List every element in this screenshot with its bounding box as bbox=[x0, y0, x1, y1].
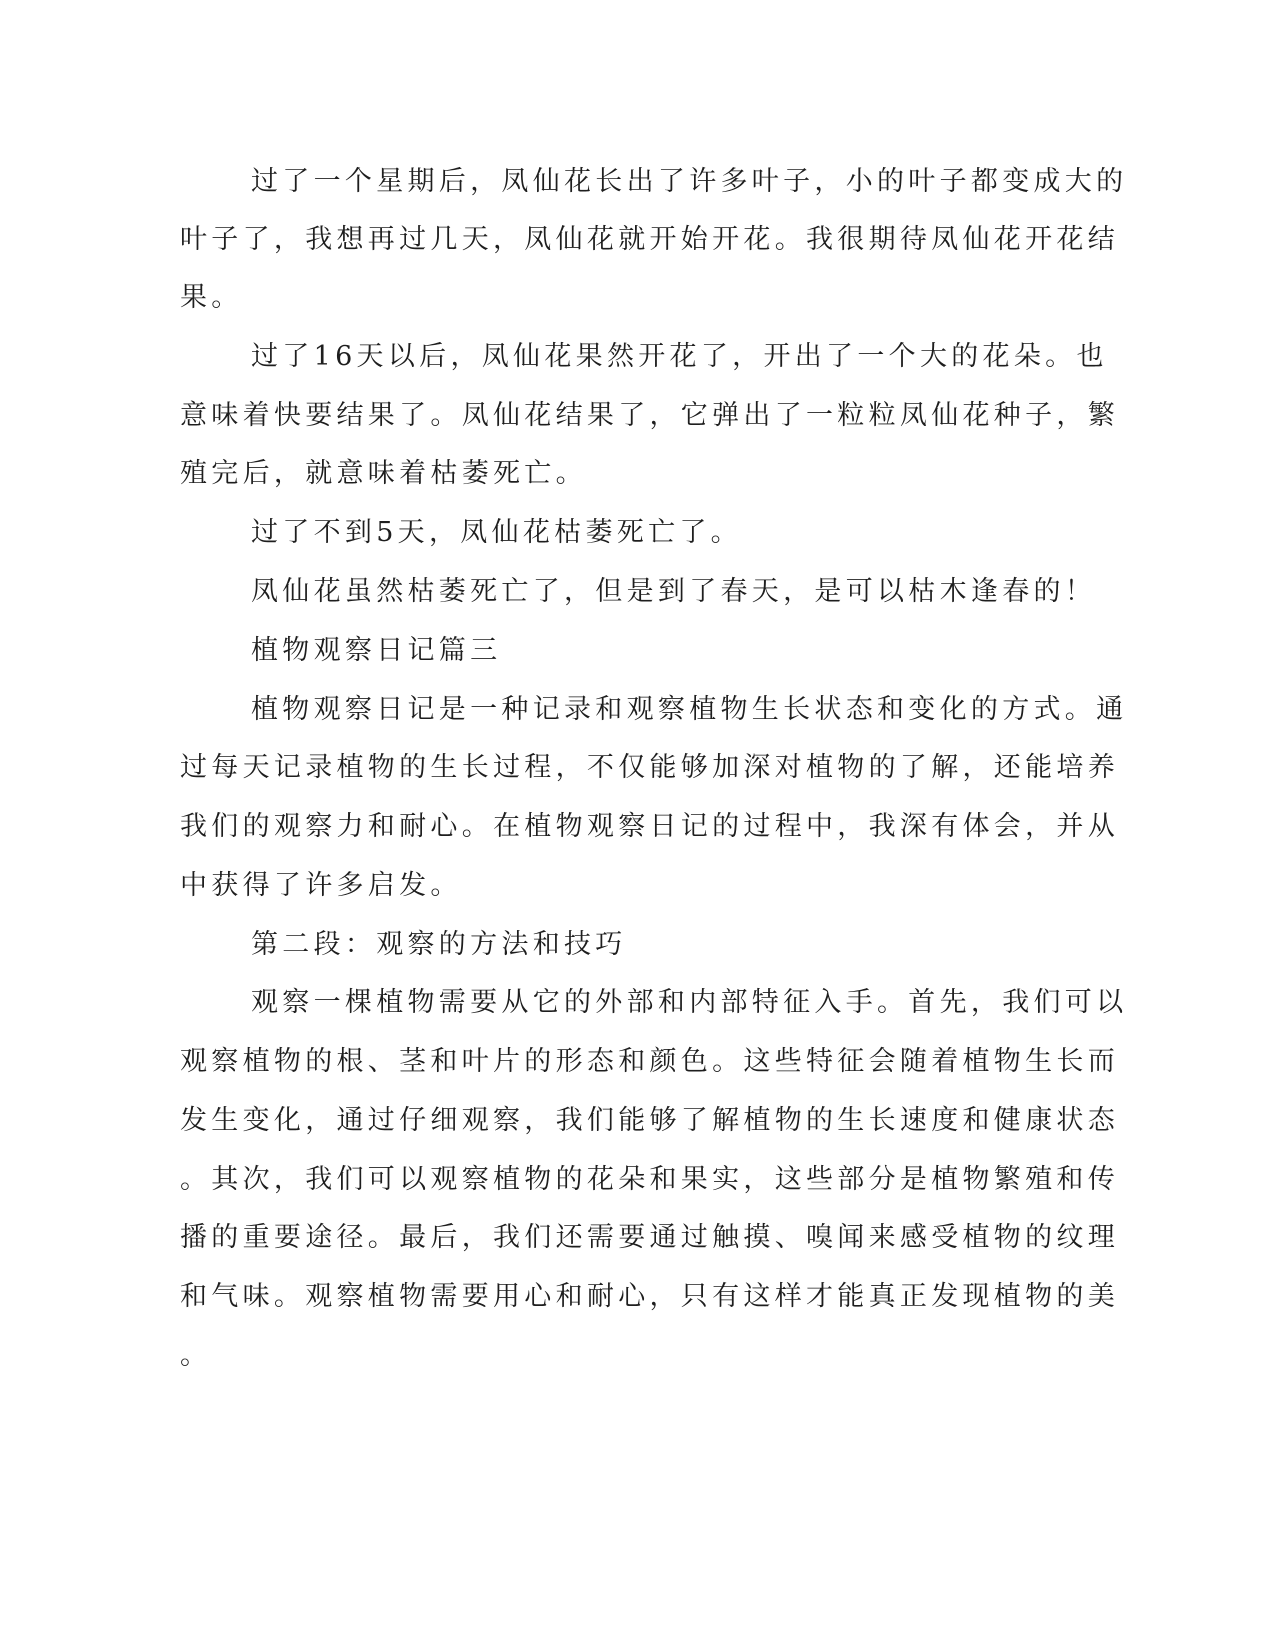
paragraph-line: 过了不到5天，凤仙花枯萎死亡了。 bbox=[251, 517, 742, 548]
paragraph-line: 果。 bbox=[180, 282, 243, 313]
paragraph-line: 发生变化，通过仔细观察，我们能够了解植物的生长速度和健康状态 bbox=[180, 1105, 1119, 1136]
paragraph-line: 意味着快要结果了。凤仙花结果了，它弹出了一粒粒凤仙花种子，繁 bbox=[180, 400, 1119, 431]
paragraph-line: 播的重要途径。最后，我们还需要通过触摸、嗅闻来感受植物的纹理 bbox=[180, 1222, 1119, 1253]
paragraph-line: 观察一棵植物需要从它的外部和内部特征入手。首先，我们可以 bbox=[251, 987, 1128, 1018]
paragraph-line: 凤仙花虽然枯萎死亡了，但是到了春天，是可以枯木逢春的！ bbox=[251, 576, 1097, 607]
paragraph-line: 过每天记录植物的生长过程，不仅能够加深对植物的了解，还能培养 bbox=[180, 752, 1119, 783]
paragraph-line: 殖完后，就意味着枯萎死亡。 bbox=[180, 458, 587, 489]
paragraph-line: 叶子了，我想再过几天，凤仙花就开始开花。我很期待凤仙花开花结 bbox=[180, 224, 1119, 255]
paragraph-line: 中获得了许多启发。 bbox=[180, 870, 462, 901]
paragraph-line: 观察植物的根、茎和叶片的形态和颜色。这些特征会随着植物生长而 bbox=[180, 1046, 1119, 1077]
paragraph-line: 。 bbox=[180, 1340, 212, 1371]
paragraph-line: 过了一个星期后，凤仙花长出了许多叶子，小的叶子都变成大的 bbox=[251, 166, 1128, 197]
paragraph-line: 我们的观察力和耐心。在植物观察日记的过程中，我深有体会，并从 bbox=[180, 811, 1119, 842]
paragraph-line: 过了16天以后，凤仙花果然开花了，开出了一个大的花朵。也 bbox=[251, 341, 1108, 372]
section-heading: 植物观察日记篇三 bbox=[251, 635, 502, 666]
section-heading: 第二段：观察的方法和技巧 bbox=[251, 929, 627, 960]
paragraph-line: 。其次，我们可以观察植物的花朵和果实，这些部分是植物繁殖和传 bbox=[180, 1164, 1119, 1195]
paragraph-line: 和气味。观察植物需要用心和耐心，只有这样才能真正发现植物的美 bbox=[180, 1281, 1119, 1312]
paragraph-line: 植物观察日记是一种记录和观察植物生长状态和变化的方式。通 bbox=[251, 694, 1128, 725]
